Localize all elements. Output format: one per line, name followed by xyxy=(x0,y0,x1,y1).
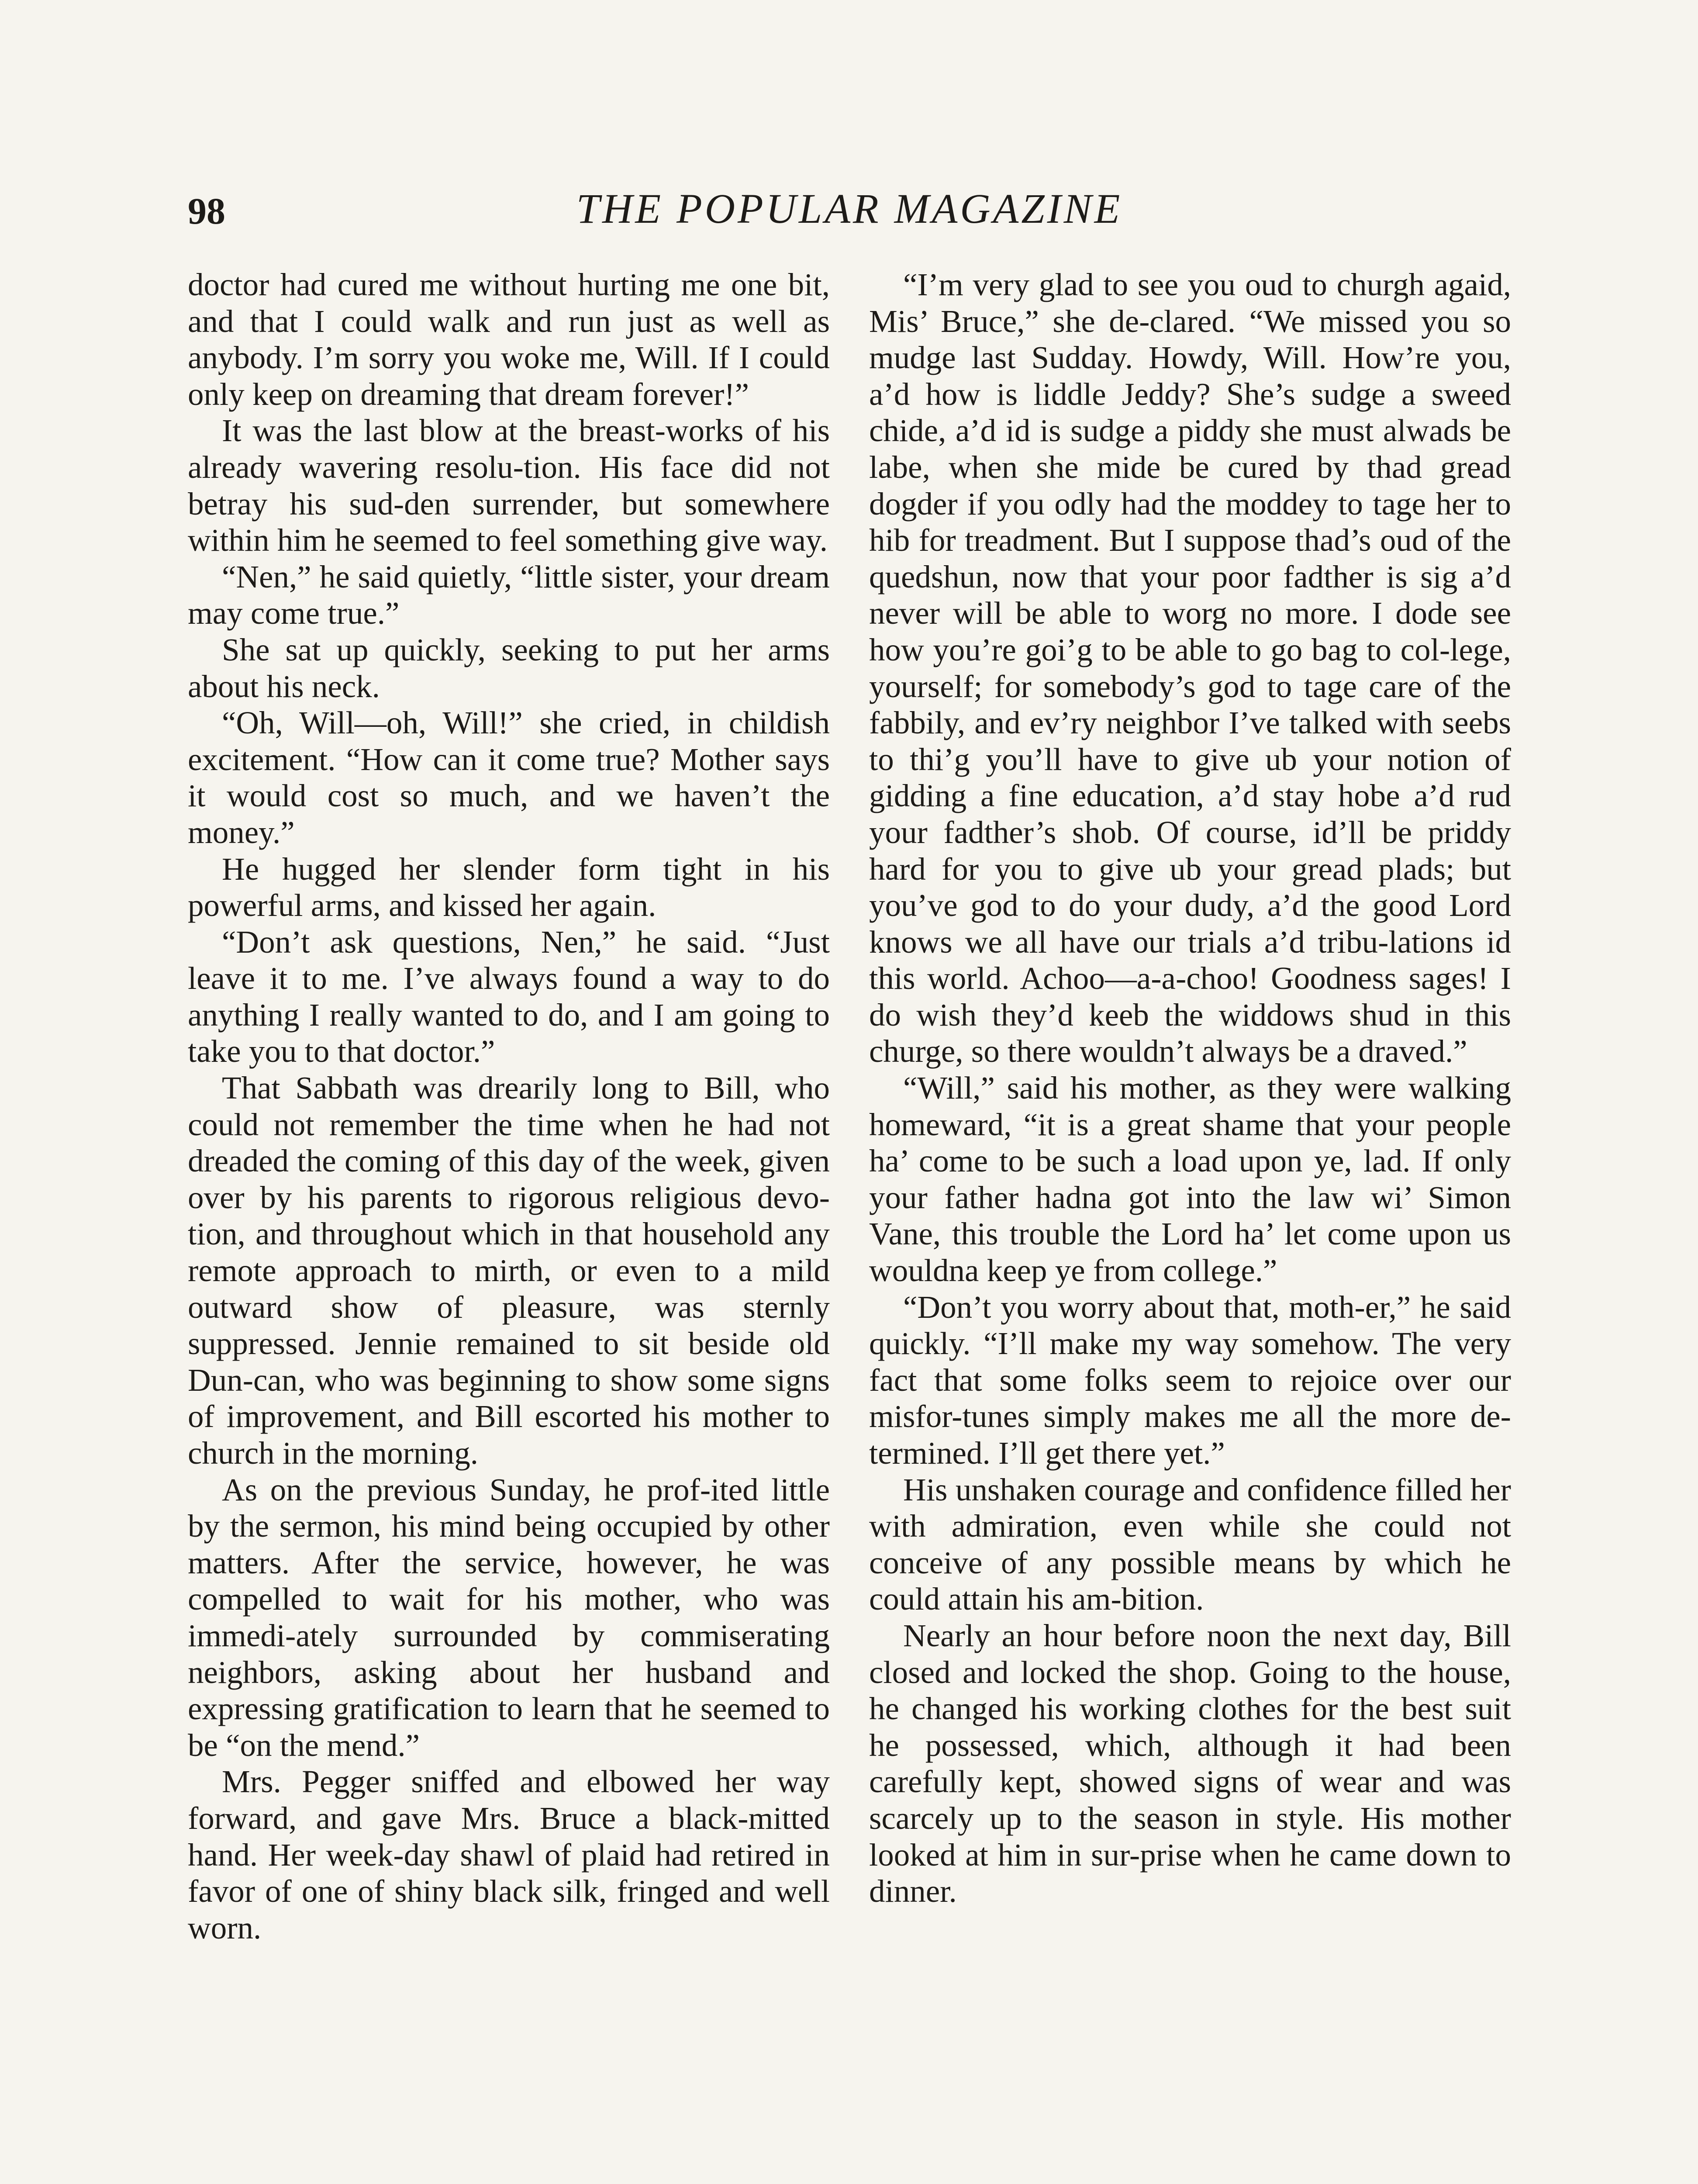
paragraph: That Sabbath was drearily long to Bill, who could not remember the time when he had not dreaded the coming of this day of the week, given over by his parents to rigorous religious devo-tion, and throughout which in that household any remote approach to mirth, or even to a mild outward show of pleasure, was sternly suppressed. Jennie remained to sit beside old Dun-can, who was beginning to show some signs of improvement, and Bill escorted his mother to church in the morning. xyxy=(188,1070,830,1471)
page-number: 98 xyxy=(188,190,225,232)
paragraph: “Don’t you worry about that, moth-er,” he said quickly. “I’ll make my way somehow. The very fact that some folks seem to rejoice over our misfor-tunes simply makes me all the more de-termined. I’ll get there yet.” xyxy=(869,1289,1511,1471)
paragraph: “Oh, Will—oh, Will!” she cried, in childish excitement. “How can it come true? Mother says it would cost so much, and we haven’t the money.” xyxy=(188,705,830,850)
left-column xyxy=(188,266,830,1946)
paragraph: His unshaken courage and confidence filled her with admiration, even while she could not conceive of any possible means by which he could attain his am-bition. xyxy=(869,1472,1511,1617)
paragraph: “Will,” said his mother, as they were walking homeward, “it is a great shame that your people ha’ come to be such a load upon ye, lad. If only your father hadna got into the law wi’ Simon Vane, this trouble the Lord ha’ let come upon us wouldna keep ye from college.” xyxy=(869,1070,1511,1289)
running-title: THE POPULAR MAGAZINE xyxy=(576,185,1123,232)
paragraph: She sat up quickly, seeking to put her arms about his neck. xyxy=(188,632,830,704)
paragraph: As on the previous Sunday, he prof-ited little by the sermon, his mind being occupied by other matters. After the service, however, he was compelled to wait for his mother, who was immedi-ately surrounded by commiserating neighbors, asking about her husband and expressing gratification to learn that he seemed to be “on the mend.” xyxy=(188,1472,830,1763)
paragraph: It was the last blow at the breast-works of his already wavering resolu-tion. His face did not betray his sud-den surrender, but somewhere within him he seemed to feel something give way. xyxy=(188,413,830,558)
paragraph: “Don’t ask questions, Nen,” he said. “Just leave it to me. I’ve always found a way to do anything I really wanted to do, and I am going to take you to that doctor.” xyxy=(188,924,830,1069)
paragraph: “I’m very glad to see you oud to churgh agaid, Mis’ Bruce,” she de-clared. “We missed you so mudge last Sudday. Howdy, Will. How’re you, a’d how is liddle Jeddy? She’s sudge a sweed chide, a’d id is sudge a piddy she must alwads be labe, when she mide be cured by thad gread dogder if you odly had the moddey to tage her to hib for treadment. But I suppose thad’s oud of the quedshun, now that your poor fadther is sig a’d never will be able to worg no more. I dode see how you’re goi’g to be able to go bag to col-lege, yourself; for somebody’s god to tage care of the fabbily, and ev’ry neighbor I’ve talked with seebs to thi’g you’ll have to give ub your notion of gidding a fine education, a’d stay hobe a’d rud your fadther’s shob. Of course, id’ll be priddy hard for you to give ub your gread plads; but you’ve god to do your dudy, a’d the good Lord knows we all have our trials a’d tribu-lations id this world. Achoo—a-a-choo! Goodness sages! I do wish they’d keeb the widdows shud in this churge, so there wouldn’t always be a draved.” xyxy=(869,267,1511,1069)
right-column xyxy=(869,266,1511,1910)
page-header xyxy=(188,183,1511,245)
paragraph: doctor had cured me without hurting me one bit, and that I could walk and run just as well as anybody. I’m sorry you woke me, Will. If I could only keep on dreaming that dream forever!” xyxy=(188,267,830,412)
paragraph: He hugged her slender form tight in his powerful arms, and kissed her again. xyxy=(188,851,830,923)
paragraph: Nearly an hour before noon the next day, Bill closed and locked the shop. Going to the house, he changed his working clothes for the best suit he possessed, which, although it had been carefully kept, showed signs of wear and was scarcely up to the season in style. His mother looked at him in sur-prise when he came down to dinner. xyxy=(869,1617,1511,1909)
paragraph: “Nen,” he said quietly, “little sister, your dream may come true.” xyxy=(188,559,830,631)
paragraph: Mrs. Pegger sniffed and elbowed her way forward, and gave Mrs. Bruce a black-mitted hand. Her week-day shawl of plaid had retired in favor of one of shiny black silk, fringed and well worn. xyxy=(188,1764,830,1946)
